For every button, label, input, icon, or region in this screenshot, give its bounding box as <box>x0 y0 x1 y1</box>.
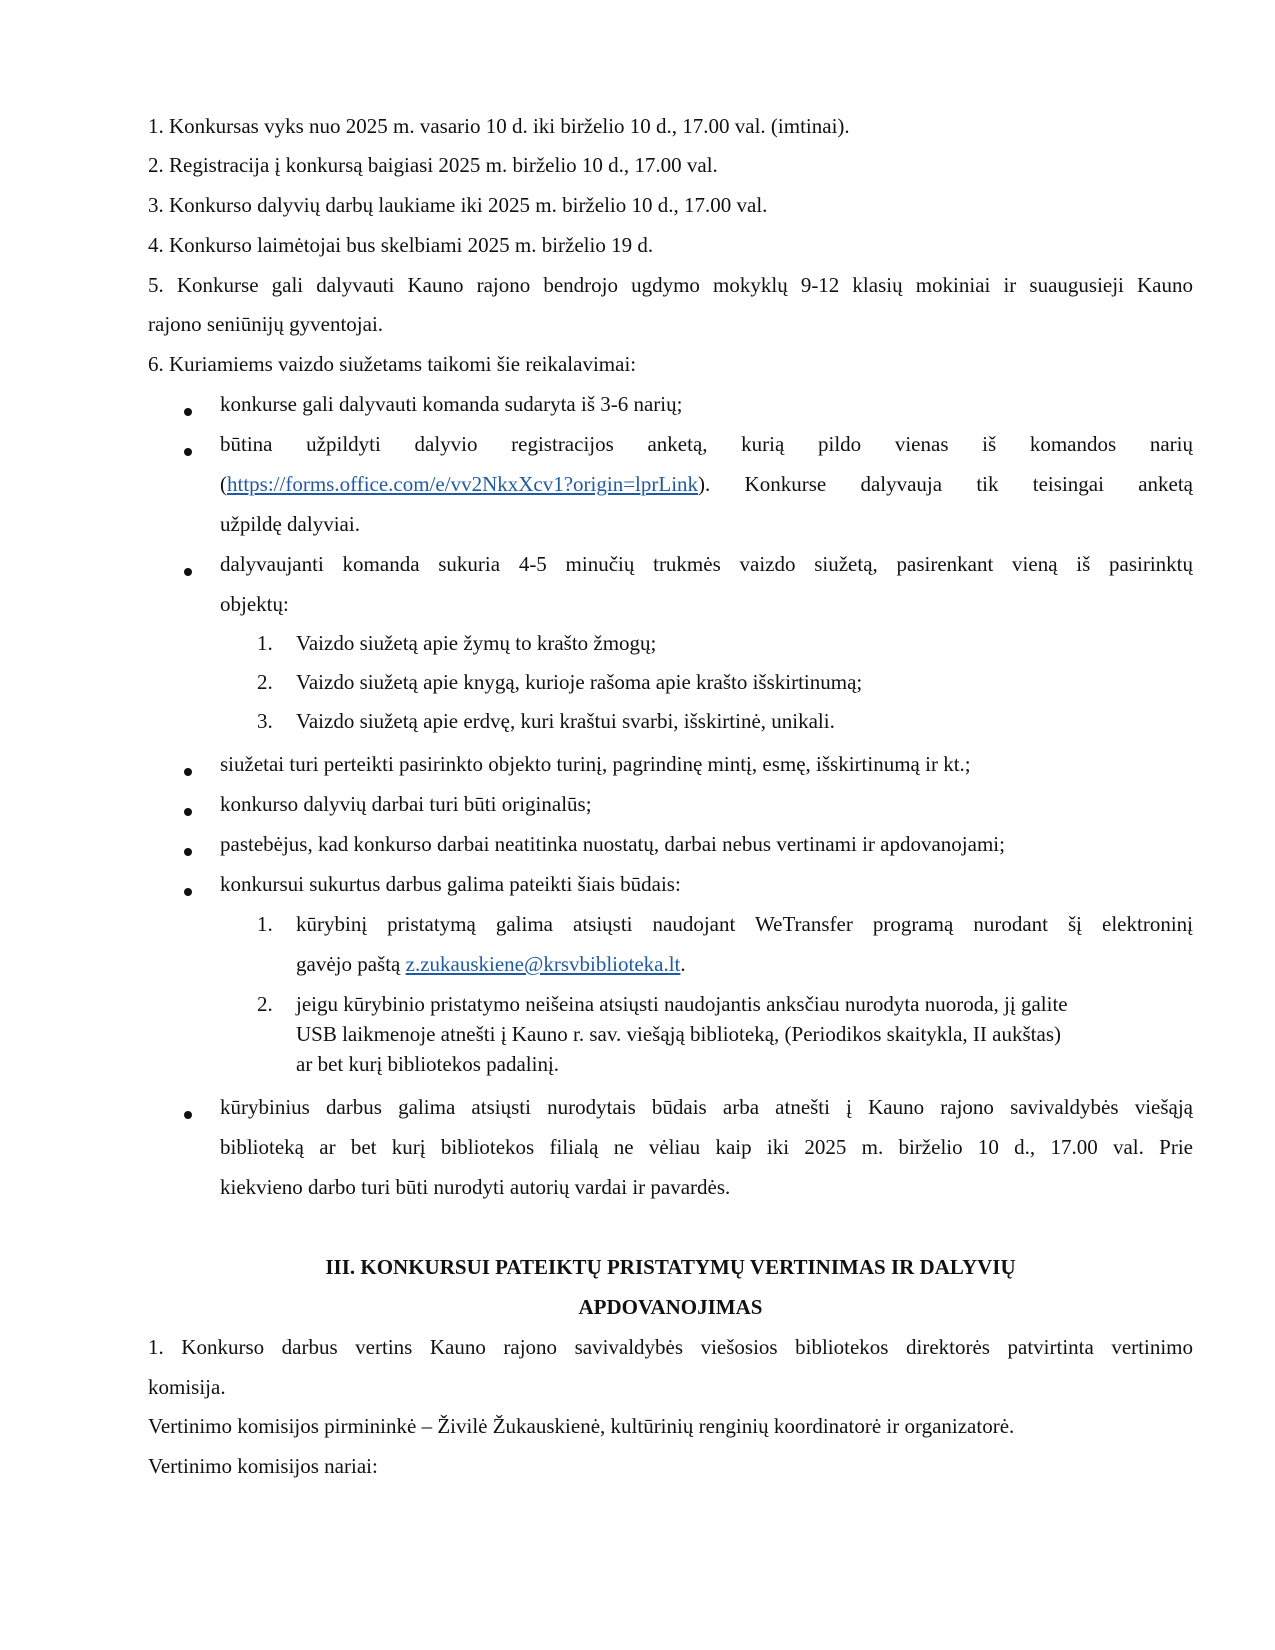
bullet-icon <box>184 768 192 776</box>
point-5-line-1: 5. Konkurse gali dalyvauti Kauno rajono bendrojo ugdymo mokyklų 9-12 klasių mokiniai ir suaugusieji Kauno <box>148 273 1193 297</box>
registration-form-link[interactable]: https://forms.office.com/e/vv2NkxXcv1?origin=lprLink <box>227 472 699 496</box>
submission-option-2-line-2: USB laikmenoje atnešti į Kauno r. sav. viešąją biblioteką, (Periodikos skaitykla, II aukštas) <box>296 1022 1061 1046</box>
list-item: Vaizdo siužetą apie knygą, kurioje rašoma apie krašto išskirtinumą; <box>296 670 863 694</box>
point-1: 1. Konkursas vyks nuo 2025 m. vasario 10 d. iki birželio 10 d., 17.00 val. (imtinai). <box>148 114 850 138</box>
bullet-icon <box>184 808 192 816</box>
requirement-2-after-link: ). Konkurse dalyvauja tik teisingai anketą <box>698 472 1193 496</box>
point-5-line-2: rajono seniūnijų gyventojai. <box>148 312 384 336</box>
list-item: Vaizdo siužetą apie žymų to krašto žmogų; <box>296 631 657 655</box>
requirement-6: pastebėjus, kad konkurso darbai neatitinka nuostatų, darbai nebus vertinami ir apdovanojami; <box>220 832 1005 856</box>
requirement-5: konkurso dalyvių darbai turi būti originalūs; <box>220 792 592 816</box>
section-heading-line-1: III. KONKURSUI PATEIKTŲ PRISTATYMŲ VERTINIMAS IR DALYVIŲ <box>325 1255 1016 1279</box>
list-item-number: 2. <box>257 992 273 1016</box>
section-III-point-1-line-1: 1. Konkurso darbus vertins Kauno rajono savivaldybės viešosios bibliotekos direktorės patvirtinta vertinimo <box>148 1335 1193 1359</box>
commission-chair: Vertinimo komisijos pirmininkė – Živilė Žukauskienė, kultūrinių renginių koordinatorė ir organizatorė. <box>148 1414 1015 1438</box>
requirement-3-line-1: dalyvaujanti komanda sukuria 4-5 minučių trukmės vaizdo siužetą, pasirenkant vieną iš pasirinktų <box>220 552 1193 576</box>
list-item-number: 1. <box>257 912 273 936</box>
requirement-4: siužetai turi perteikti pasirinkto objekto turinį, pagrindinę mintį, esmę, išskirtinumą ir kt.; <box>220 752 971 776</box>
submission-option-1-line-2 <box>296 951 686 977</box>
requirement-8-line-3: kiekvieno darbo turi būti nurodyti autorių vardai ir pavardės. <box>220 1175 731 1199</box>
bullet-icon <box>184 888 192 896</box>
requirement-3-line-2: objektų: <box>220 592 289 616</box>
submission-option-2-line-3: ar bet kurį bibliotekos padalinį. <box>296 1052 560 1076</box>
bullet-icon <box>184 408 192 416</box>
requirement-2-line-1: būtina užpildyti dalyvio registracijos anketą, kurią pildo vienas iš komandos narių <box>220 432 1193 456</box>
point-3: 3. Konkurso dalyvių darbų laukiame iki 2025 m. birželio 10 d., 17.00 val. <box>148 193 768 217</box>
email-prefix: gavėjo paštą <box>296 952 406 976</box>
requirement-7: konkursui sukurtus darbus galima pateikti šiais būdais: <box>220 872 681 896</box>
list-item-number: 2. <box>257 670 273 694</box>
commission-members: Vertinimo komisijos nariai: <box>148 1454 378 1478</box>
requirement-1: konkurse gali dalyvauti komanda sudaryta iš 3-6 narių; <box>220 392 683 416</box>
bullet-icon <box>184 1111 192 1119</box>
submission-option-1-line-1: kūrybinį pristatymą galima atsiųsti naudojant WeTransfer programą nurodant šį elektroninį <box>296 912 1193 936</box>
point-6: 6. Kuriamiems vaizdo siužetams taikomi šie reikalavimai: <box>148 352 637 376</box>
section-III-point-1-line-2: komisija. <box>148 1375 226 1399</box>
open-paren: ( <box>220 472 227 496</box>
bullet-icon <box>184 848 192 856</box>
email-suffix: . <box>680 952 686 976</box>
point-4: 4. Konkurso laimėtojai bus skelbiami 2025 m. birželio 19 d. <box>148 233 654 257</box>
bullet-icon <box>184 568 192 576</box>
requirement-8-line-1: kūrybinius darbus galima atsiųsti nurodytais būdais arba atnešti į Kauno rajono savivaldybės viešąją <box>220 1095 1193 1119</box>
list-item-number: 3. <box>257 709 273 733</box>
list-item: Vaizdo siužetą apie erdvę, kuri kraštui svarbi, išskirtinė, unikali. <box>296 709 835 733</box>
bullet-icon <box>184 448 192 456</box>
point-2: 2. Registracija į konkursą baigiasi 2025 m. birželio 10 d., 17.00 val. <box>148 153 718 177</box>
requirement-8-line-2: biblioteką ar bet kurį bibliotekos filialą ne vėliau kaip iki 2025 m. birželio 10 d., 17.00 val. Prie <box>220 1135 1193 1159</box>
submission-option-2-line-1: jeigu kūrybinio pristatymo neišeina atsiųsti naudojantis anksčiau nurodyta nuoroda, jį galite <box>296 992 1068 1016</box>
list-item-number: 1. <box>257 631 273 655</box>
email-link[interactable]: z.zukauskiene@krsvbiblioteka.lt <box>405 952 681 976</box>
requirement-2-line-2 <box>220 471 1193 497</box>
requirement-2-line-3: užpildę dalyviai. <box>220 512 360 536</box>
section-heading-line-2: APDOVANOJIMAS <box>578 1295 763 1319</box>
